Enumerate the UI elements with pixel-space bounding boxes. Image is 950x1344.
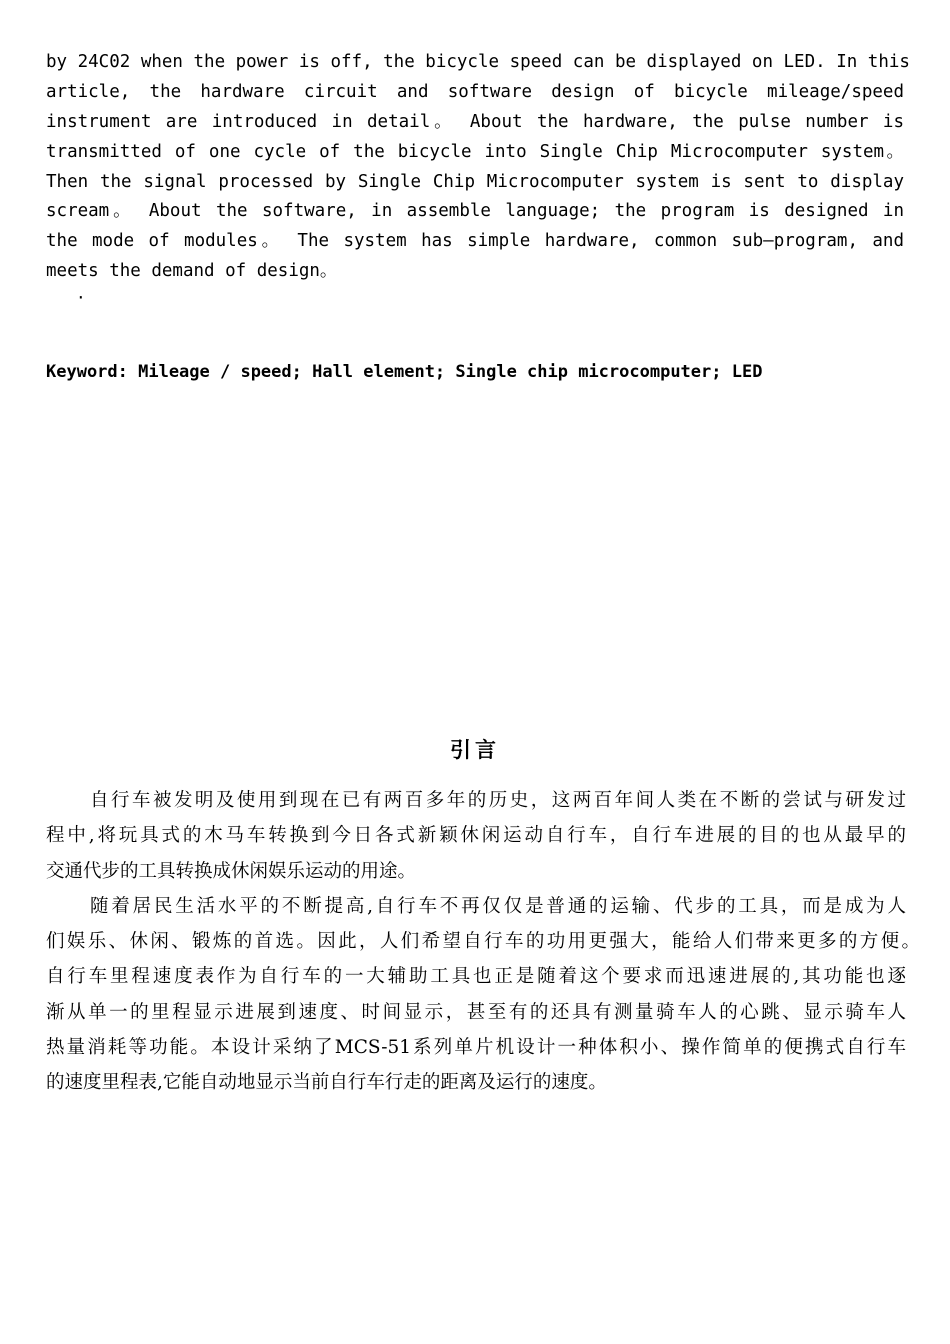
intro-line: 交通代步的工具转换成休闲娱乐运动的用途。 — [46, 860, 417, 882]
abstract-line: meets the demand of design。 — [46, 261, 338, 282]
stray-mark: · — [76, 288, 86, 307]
keywords-line: Keyword: Mileage / speed; Hall element; Single chip microcomputer; LED — [46, 362, 763, 382]
abstract-line: transmitted of one cycle of the bicycle into Single Chip Microcomputer system。 — [46, 141, 904, 162]
intro-line: 程中,将玩具式的木马车转换到今日各式新颖休闲运动自行车，自行车进展的目的也从最早的 — [46, 825, 906, 847]
intro-line: 们娱乐、休闲、锻炼的首选。因此，人们希望自行车的功用更强大，能给人们带来更多的方便。 — [46, 931, 920, 953]
introduction-body — [46, 783, 920, 1101]
intro-line: 的速度里程表,它能自动地显示当前自行车行走的距离及运行的速度。 — [46, 1072, 607, 1094]
abstract-line: by 24C02 when the power is off, the bicycle speed can be displayed on LED. In this — [46, 52, 910, 72]
abstract-line: Then the signal processed by Single Chip Microcomputer system is sent to display — [46, 171, 904, 192]
intro-line: 随着居民生活水平的不断提高,自行车不再仅仅是普通的运输、代步的工具，而是成为人 — [90, 895, 906, 917]
intro-line: 自行车被发明及使用到现在已有两百多年的历史，这两百年间人类在不断的尝试与研发过 — [90, 790, 906, 811]
abstract-line: instrument are introduced in detail。 About the hardware, the pulse number is — [46, 111, 904, 132]
abstract-line: scream。 About the software, in assemble language; the program is designed in — [46, 201, 904, 222]
abstract-line: the mode of modules。 The system has simple hardware, common sub—program, and — [46, 231, 904, 252]
introduction-heading: 引言 — [450, 738, 500, 762]
intro-line: 渐从单一的里程显示进展到速度、时间显示，甚至有的还具有测量骑车人的心跳、显示骑车人 — [46, 1001, 906, 1023]
abstract-line: article, the hardware circuit and software design of bicycle mileage/speed — [46, 81, 904, 102]
abstract-paragraph — [46, 48, 910, 287]
intro-line: 热量消耗等功能。本设计采纳了MCS-51系列单片机设计一种体积小、操作简单的便携式自行车 — [46, 1037, 906, 1059]
intro-line: 自行车里程速度表作为自行车的一大辅助工具也正是随着这个要求而迅速进展的,其功能也逐 — [46, 966, 906, 988]
